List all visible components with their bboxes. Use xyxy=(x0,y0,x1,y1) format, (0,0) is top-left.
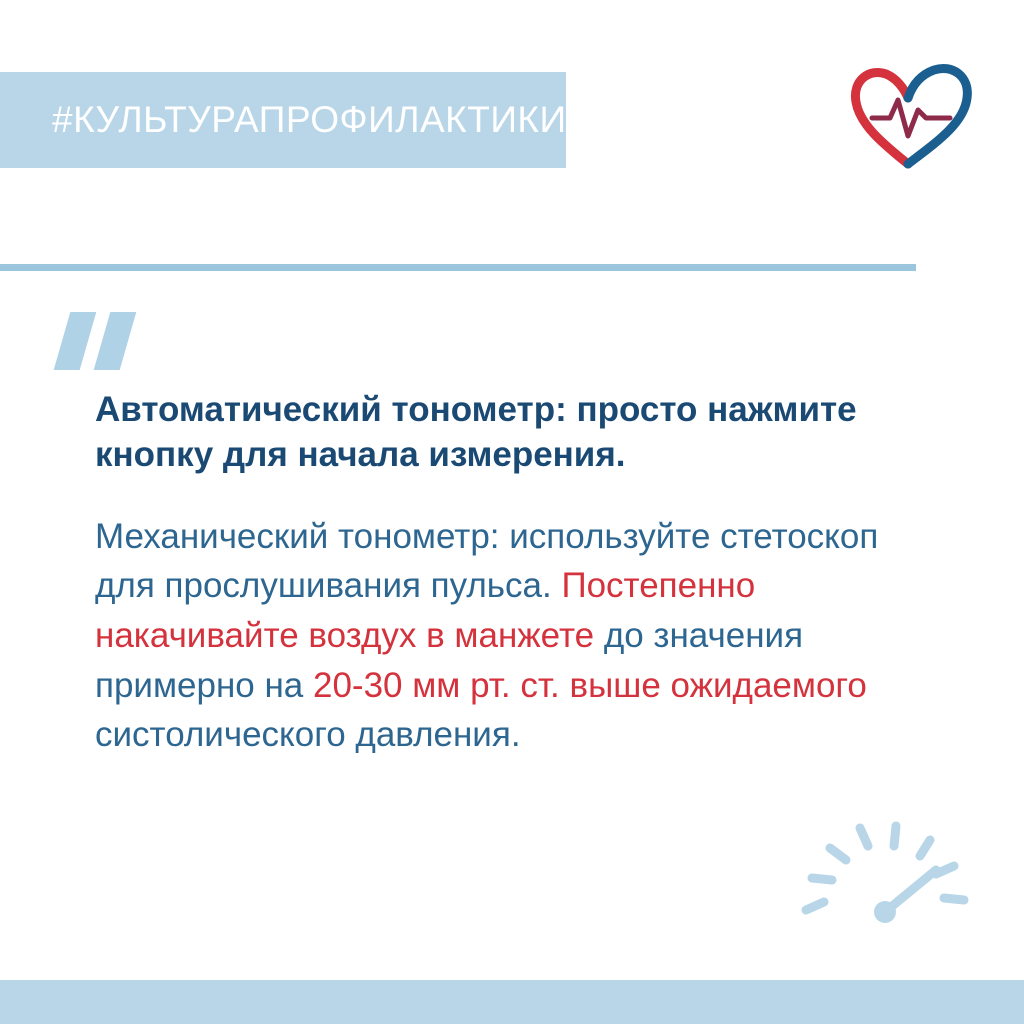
quote-mark-icon xyxy=(62,312,158,370)
hashtag-banner xyxy=(0,72,566,168)
divider xyxy=(0,264,916,271)
body-part-1: Механический тонометр: используйте стетоскоп для прослушивания пульса. xyxy=(95,516,879,606)
headline: Автоматический тонометр: просто нажмите кнопку для начала измерения. xyxy=(95,390,857,474)
content-block xyxy=(95,388,895,760)
body-highlight-1: Постепенно накачивайте воздух в манжете xyxy=(95,566,756,655)
body-part-2: до значения примерно на xyxy=(95,615,804,705)
body-highlight-2: 20-30 мм рт. ст. выше ожидаемого xyxy=(313,665,867,705)
heart-ecg-logo-icon xyxy=(846,60,976,170)
bottom-bar xyxy=(0,980,1024,1024)
body-paragraph xyxy=(95,512,895,760)
hashtag-label: #КУЛЬТУРАПРОФИЛАКТИКИ xyxy=(52,99,567,140)
body-part-3: систолического давления. xyxy=(95,715,521,755)
pressure-gauge-icon xyxy=(784,792,994,962)
